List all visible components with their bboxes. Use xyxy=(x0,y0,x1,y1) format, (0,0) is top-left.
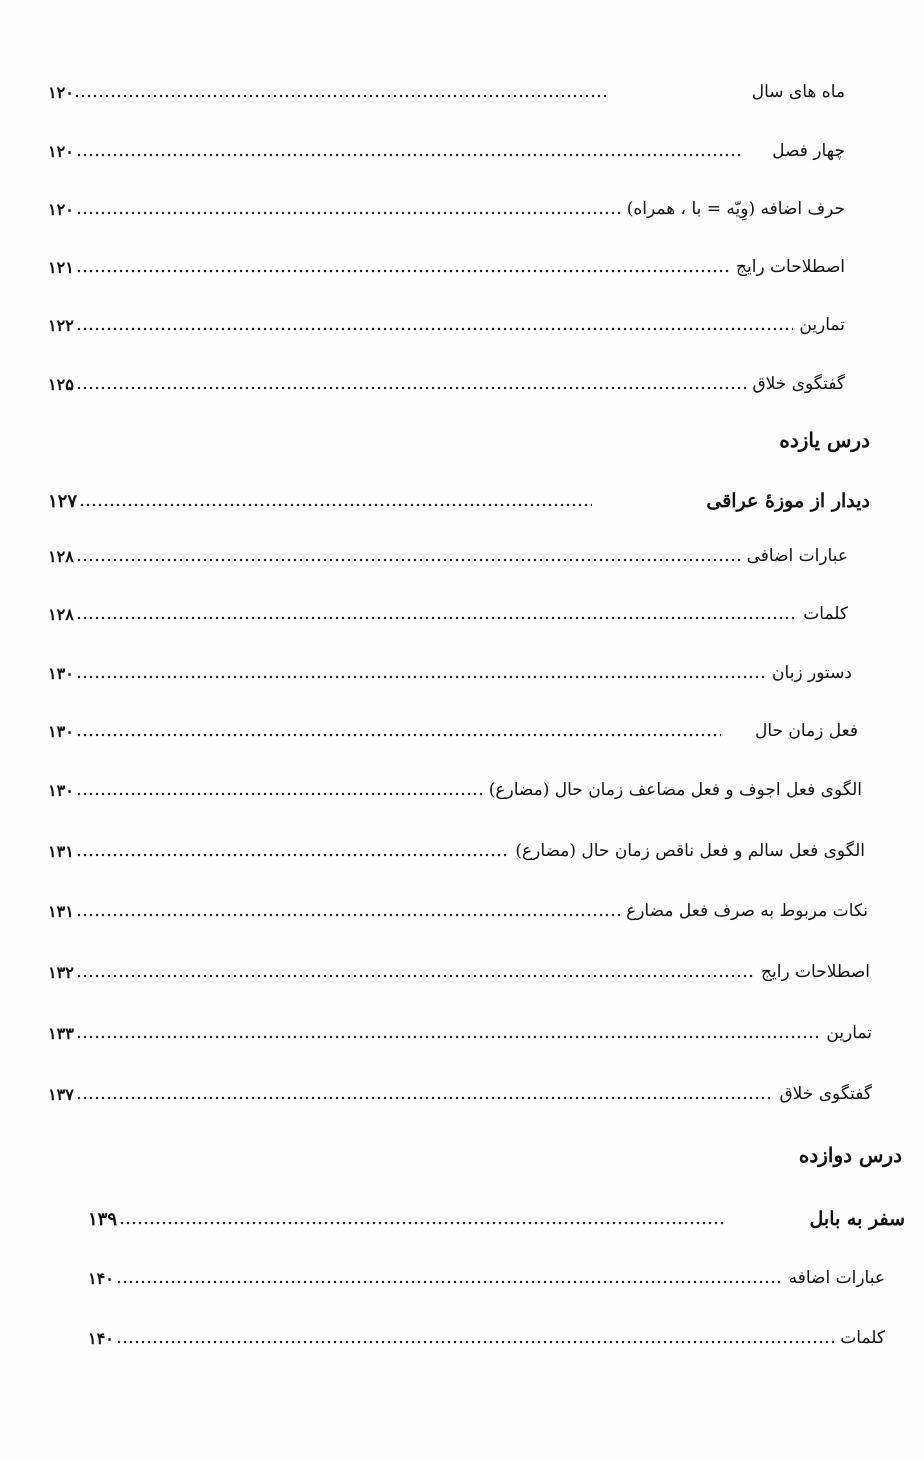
toc-entry[interactable] xyxy=(48,252,845,282)
toc-entry-title: سفر به بابل xyxy=(809,1208,905,1230)
toc-entry[interactable] xyxy=(48,957,870,987)
dot-leader xyxy=(76,853,510,857)
dot-leader xyxy=(76,386,747,390)
dot-leader xyxy=(76,913,620,917)
toc-entry[interactable] xyxy=(48,896,868,926)
toc-entry-page: ۱۳۱ xyxy=(48,841,74,861)
toc-entry[interactable] xyxy=(48,658,852,688)
toc-entry-page: ۱۳۹ xyxy=(88,1208,118,1230)
dot-leader xyxy=(76,974,755,978)
toc-entry-title: دیدار از موزهٔ عراقی xyxy=(706,490,870,512)
lesson-heading: درس یازده xyxy=(779,428,870,452)
toc-entry-page: ۱۲۰ xyxy=(48,199,74,219)
dot-leader xyxy=(76,1035,821,1039)
toc-entry-title: اصطلاحات رایج xyxy=(736,257,845,277)
toc-entry-title: گفتگوی خلاق xyxy=(752,374,845,394)
toc-entry[interactable] xyxy=(48,194,845,224)
toc-entry-page: ۱۳۰ xyxy=(48,663,74,683)
toc-entry-page: ۱۲۸ xyxy=(48,604,74,624)
toc-entry-title: عبارات اضافی xyxy=(746,546,848,566)
dot-leader xyxy=(76,211,621,215)
dot-leader xyxy=(76,1096,774,1100)
toc-entry[interactable] xyxy=(48,775,862,805)
toc-entry-title: تمارین xyxy=(826,1023,872,1043)
toc-entry-page: ۱۳۰ xyxy=(48,721,74,741)
toc-entry-page: ۱۳۱ xyxy=(48,901,74,921)
lesson-heading: درس دوازده xyxy=(798,1143,902,1167)
toc-entry-title: گفتگوی خلاق xyxy=(779,1084,872,1104)
dot-leader xyxy=(116,1340,834,1344)
toc-entry-title: کلمات xyxy=(803,604,848,624)
toc-entry-page: ۱۳۷ xyxy=(48,1084,74,1104)
dot-leader xyxy=(79,503,592,507)
toc-entry[interactable] xyxy=(48,136,845,166)
toc-entry-page: ۱۳۰ xyxy=(48,780,74,800)
toc-entry-title: الگوی فعل سالم و فعل ناقص زمان حال (مضارع) xyxy=(515,841,865,861)
toc-entry[interactable] xyxy=(48,310,845,340)
toc-entry-page: ۱۴۰ xyxy=(88,1328,114,1348)
dot-leader xyxy=(76,558,741,562)
toc-entry-title: تمارین xyxy=(799,315,845,335)
toc-entry-page: ۱۲۵ xyxy=(48,374,74,394)
toc-entry-page: ۱۳۳ xyxy=(48,1023,74,1043)
toc-entry-page: ۱۳۲ xyxy=(48,962,74,982)
dot-leader xyxy=(76,327,794,331)
toc-entry-page: ۱۴۰ xyxy=(88,1268,114,1288)
lesson-title-entry[interactable] xyxy=(88,1204,905,1234)
toc-entry-title: الگوی فعل اجوف و فعل مضاعف زمان حال (مضارع) xyxy=(488,780,862,800)
toc-entry-page: ۱۲۲ xyxy=(48,315,74,335)
toc-entry-title: دستور زبان xyxy=(772,663,852,683)
toc-entry-title: حرف اضافه (وِیّه = با ، همراه) xyxy=(626,199,845,219)
dot-leader xyxy=(119,1221,726,1225)
dot-leader xyxy=(116,1280,783,1284)
dot-leader xyxy=(76,616,797,620)
toc-entry-page: ۱۲۷ xyxy=(48,490,78,512)
dot-leader xyxy=(76,269,730,273)
toc-entry[interactable] xyxy=(48,369,845,399)
dot-leader xyxy=(76,153,742,157)
toc-entry-page: ۱۲۸ xyxy=(48,546,74,566)
toc-entry[interactable] xyxy=(88,1323,885,1353)
toc-entry-title: نکات مربوط به صرف فعل مضارع xyxy=(626,901,868,921)
toc-entry-title: عبارات اضافه xyxy=(788,1268,885,1288)
toc-entry[interactable] xyxy=(88,1263,885,1293)
dot-leader xyxy=(76,792,483,796)
toc-entry[interactable] xyxy=(48,1018,872,1048)
toc-entry-page: ۱۲۰ xyxy=(48,82,74,102)
toc-entry-title: فعل زمان حال xyxy=(754,721,858,741)
toc-entry-page: ۱۲۱ xyxy=(48,257,74,277)
toc-entry-page: ۱۲۰ xyxy=(48,141,74,161)
toc-entry[interactable] xyxy=(48,1079,872,1109)
dot-leader xyxy=(76,675,766,679)
toc-entry[interactable] xyxy=(48,599,848,629)
dot-leader xyxy=(74,94,608,98)
toc-entry[interactable] xyxy=(48,77,845,107)
dot-leader xyxy=(76,733,721,737)
toc-entry[interactable] xyxy=(48,716,858,746)
toc-entry[interactable] xyxy=(48,541,848,571)
toc-entry[interactable] xyxy=(48,836,865,866)
toc-entry-title: کلمات xyxy=(840,1328,885,1348)
toc-entry-title: اصطلاحات رایج xyxy=(761,962,870,982)
toc-entry-title: چهار فصل xyxy=(772,141,845,161)
lesson-title-entry[interactable] xyxy=(48,486,870,516)
toc-entry-title: ماه های سال xyxy=(751,82,845,102)
